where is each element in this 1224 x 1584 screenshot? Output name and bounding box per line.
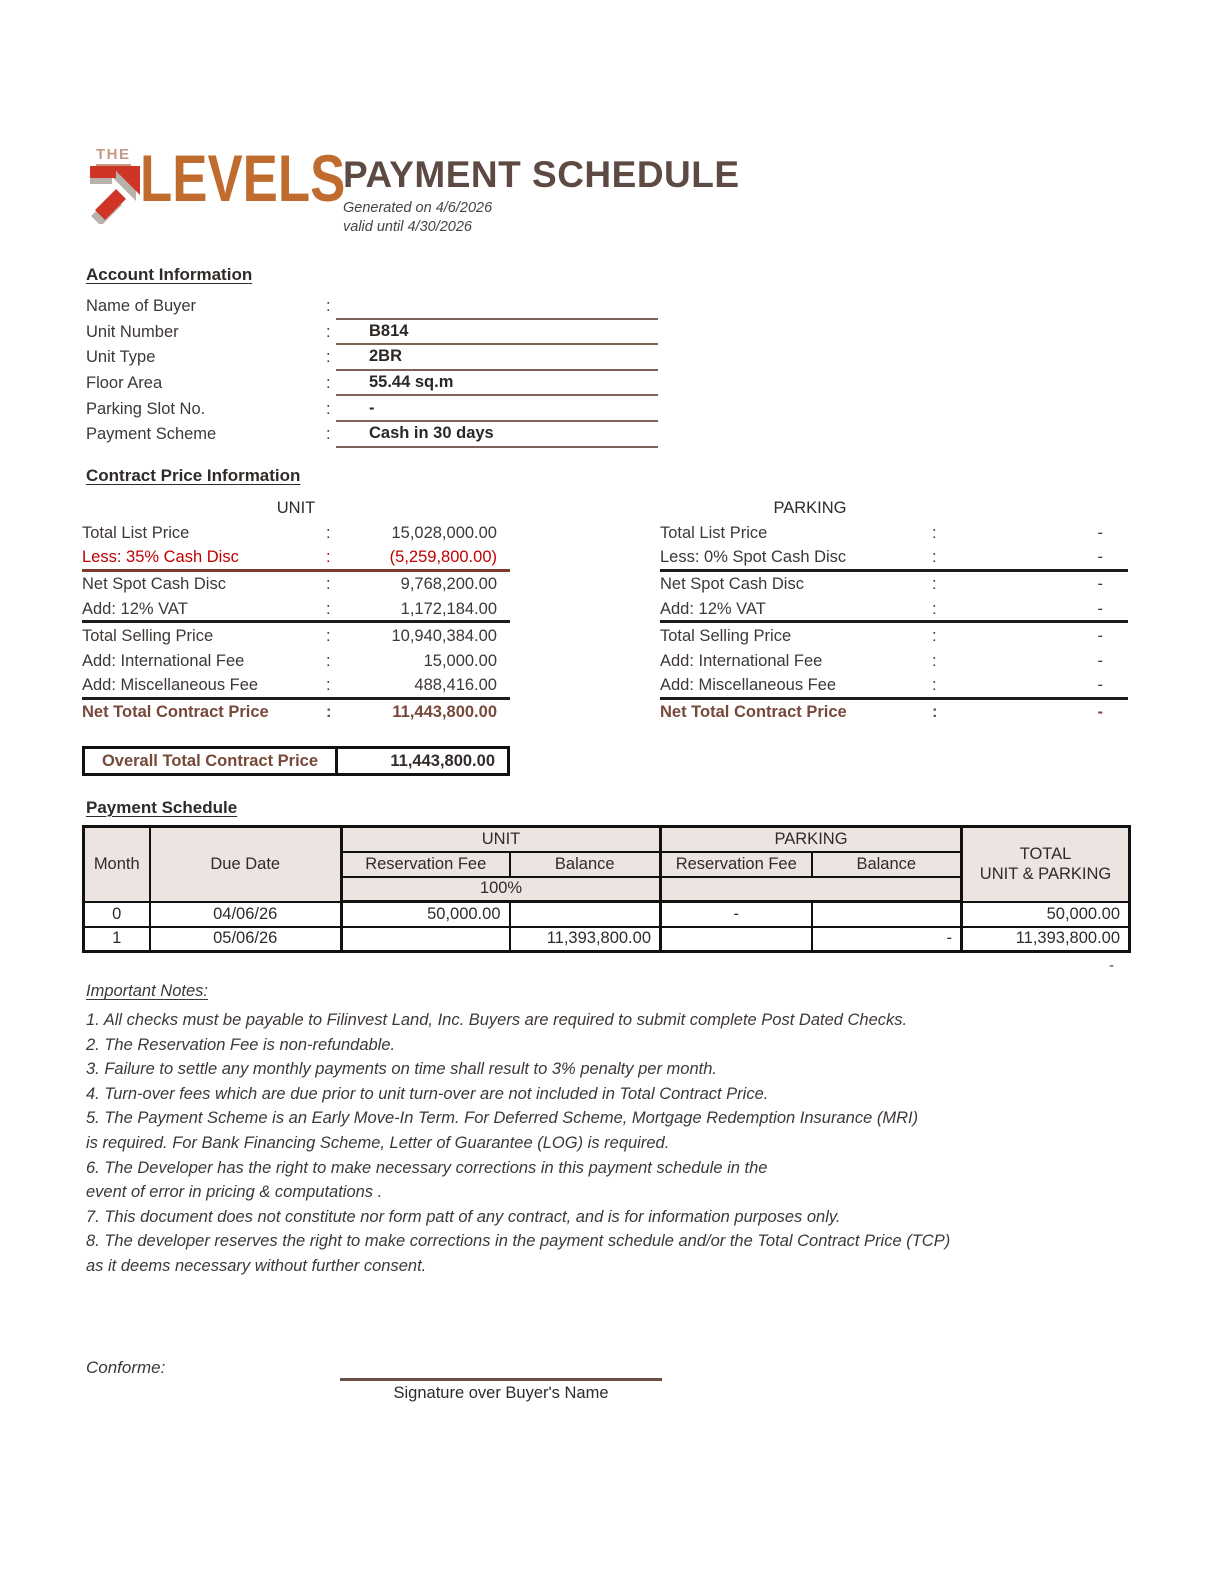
colon-separator: : — [326, 374, 331, 393]
unit-reservation-fee-cell — [342, 927, 510, 952]
row-label: Total List Price — [82, 524, 190, 543]
row-label: Total Selling Price — [660, 626, 792, 645]
parking-vat-row — [660, 598, 1128, 624]
note-line: event of error in pricing & computations . — [86, 1183, 383, 1202]
conforme-section — [86, 1352, 726, 1412]
total-header-line2: UNIT & PARKING — [979, 865, 1112, 884]
row-label: Net Total Contract Price — [660, 703, 847, 722]
unit-net-spot-cash-row — [82, 572, 510, 598]
valid-until-date: valid until 4/30/2026 — [343, 218, 472, 235]
row-label: Add: 12% VAT — [82, 599, 188, 618]
account-row-payment-scheme — [86, 422, 658, 448]
colon-separator: : — [326, 575, 331, 594]
colon-separator: : — [326, 676, 331, 695]
unit-total-selling-price-row — [82, 623, 510, 649]
payment-schedule-section — [82, 798, 1130, 974]
signature-line — [340, 1378, 662, 1403]
colon-separator: : — [932, 524, 937, 543]
colon-separator: : — [932, 676, 937, 695]
row-label: Add: Miscellaneous Fee — [660, 676, 837, 695]
col-header-parking-balance: Balance — [812, 852, 962, 877]
parking-slot-value: - — [336, 396, 658, 422]
row-value: 1,172,184.00 — [400, 599, 497, 618]
payment-schedule-table — [82, 825, 1131, 953]
total-cell: 11,393,800.00 — [962, 927, 1130, 952]
account-row-unit-number — [86, 320, 658, 346]
row-value: (5,259,800.00) — [389, 548, 497, 567]
row-value: 10,940,384.00 — [391, 626, 497, 645]
colon-separator: : — [326, 626, 331, 645]
note-line: 2. The Reservation Fee is non-refundable. — [86, 1035, 396, 1054]
month-cell: 0 — [84, 902, 150, 927]
payment-schedule-heading: Payment Schedule — [86, 798, 238, 817]
brand-mark — [90, 146, 146, 230]
note-line: 7. This document does not constitute nor form patt of any contract, and is for information purposes only. — [86, 1207, 841, 1226]
overall-total-label: Overall Total Contract Price — [85, 749, 338, 773]
contract-parking-block — [660, 495, 1128, 726]
col-header-month: Month — [84, 827, 150, 902]
note-line: 3. Failure to settle any monthly payments on time shall result to 3% penalty per month. — [86, 1060, 717, 1079]
colon-separator: : — [326, 524, 331, 543]
unit-cash-discount-row — [82, 547, 510, 573]
note-line: 1. All checks must be payable to Filinvest Land, Inc. Buyers are required to submit complete Post Dated Checks. — [86, 1011, 908, 1029]
unit-miscellaneous-fee-row — [82, 675, 510, 701]
due-date-cell: 04/06/26 — [150, 902, 342, 927]
col-header-total — [962, 827, 1130, 902]
row-value: 11,443,800.00 — [392, 703, 497, 722]
col-header-due-date: Due Date — [150, 827, 342, 902]
signature-caption: Signature over Buyer's Name — [393, 1384, 609, 1402]
unit-column-heading: UNIT — [276, 499, 316, 517]
unit-balance-cell: 11,393,800.00 — [510, 927, 661, 952]
conforme-label: Conforme: — [86, 1358, 166, 1377]
row-value: - — [1097, 626, 1103, 645]
contract-price-heading: Contract Price Information — [86, 466, 301, 485]
row-label: Less: 0% Spot Cash Disc — [660, 548, 847, 567]
colon-separator: : — [326, 348, 331, 367]
parking-balance-cell: - — [812, 927, 962, 952]
unit-total-list-price-row — [82, 521, 510, 547]
parking-net-spot-cash-row — [660, 572, 1128, 598]
parking-balance-cell — [812, 902, 962, 927]
account-row-name-of-buyer — [86, 294, 658, 320]
important-notes-section — [86, 982, 1156, 1279]
row-label: Total List Price — [660, 524, 768, 543]
row-label: Add: International Fee — [660, 652, 823, 671]
colon-separator: : — [326, 425, 331, 444]
account-row-unit-type — [86, 345, 658, 371]
colon-separator: : — [932, 599, 937, 618]
row-value: - — [1097, 676, 1103, 695]
col-header-parking-reservation-fee: Reservation Fee — [661, 852, 812, 877]
col-group-unit: UNIT — [342, 827, 661, 852]
row-value: - — [1097, 524, 1103, 543]
unit-international-fee-row — [82, 649, 510, 675]
col-group-parking: PARKING — [661, 827, 962, 852]
colon-separator: : — [326, 599, 331, 618]
parking-international-fee-row — [660, 649, 1128, 675]
row-value: 15,000.00 — [423, 652, 497, 671]
parking-miscellaneous-fee-row — [660, 675, 1128, 701]
field-label: Name of Buyer — [86, 297, 197, 316]
row-label: Add: International Fee — [82, 652, 245, 671]
row-value: - — [1097, 599, 1103, 618]
unit-number-value: B814 — [336, 320, 658, 346]
brand-the-text: THE — [96, 146, 131, 166]
month-cell: 1 — [84, 927, 150, 952]
overall-total-value: 11,443,800.00 — [390, 751, 495, 770]
colon-separator: : — [932, 652, 937, 671]
note-line: is required. For Bank Financing Scheme, Letter of Guarantee (LOG) is required. — [86, 1133, 670, 1152]
contract-unit-block — [82, 495, 510, 726]
row-value: - — [1097, 652, 1103, 671]
generated-date: Generated on 4/6/2026 — [343, 199, 493, 216]
parking-net-total-contract-price-row — [660, 700, 1128, 726]
overall-total-contract-price-box — [82, 746, 510, 776]
row-label: Less: 35% Cash Disc — [82, 548, 239, 567]
note-line: 4. Turn-over fees which are due prior to unit turn-over are not included in Total Contract Price. — [86, 1084, 769, 1103]
col-header-unit-reservation-fee: Reservation Fee — [342, 852, 510, 877]
notes-heading: Important Notes: — [86, 982, 208, 1000]
total-cell: 50,000.00 — [962, 902, 1130, 927]
due-date-cell: 05/06/26 — [150, 927, 342, 952]
contract-price-section — [82, 466, 1128, 722]
account-information-section — [86, 265, 658, 448]
colon-separator: : — [326, 297, 331, 316]
colon-separator: : — [326, 399, 331, 418]
unit-balance-cell — [510, 902, 661, 927]
parking-spot-cash-discount-row — [660, 547, 1128, 573]
row-label: Add: Miscellaneous Fee — [82, 676, 259, 695]
title-block — [343, 155, 740, 236]
account-row-floor-area — [86, 371, 658, 397]
trailing-dash: - — [1109, 957, 1114, 974]
parking-percentage-cell — [661, 877, 962, 902]
document-title: PAYMENT SCHEDULE — [343, 154, 740, 195]
row-label: Net Spot Cash Disc — [82, 575, 226, 594]
row-value: - — [1097, 575, 1103, 594]
unit-percentage-cell: 100% — [342, 877, 661, 902]
row-label: Add: 12% VAT — [660, 599, 766, 618]
row-label: Net Spot Cash Disc — [660, 575, 804, 594]
account-row-parking-slot — [86, 396, 658, 422]
colon-separator: : — [326, 703, 332, 722]
parking-column-heading: PARKING — [773, 499, 847, 517]
row-value: - — [1097, 703, 1103, 722]
schedule-row-1 — [84, 927, 1130, 952]
field-label: Payment Scheme — [86, 425, 217, 444]
note-line: 8. The developer reserves the right to make corrections in the payment schedule and/or the Total Contract Price (TCP) — [86, 1232, 951, 1251]
field-label: Unit Type — [86, 348, 156, 367]
parking-reservation-fee-cell: - — [661, 902, 812, 927]
brand-levels-text: LEVELS — [140, 141, 346, 215]
unit-type-value: 2BR — [336, 345, 658, 371]
field-label: Unit Number — [86, 322, 179, 341]
unit-vat-row — [82, 598, 510, 624]
account-heading: Account Information — [86, 265, 253, 284]
colon-separator: : — [932, 548, 937, 567]
colon-separator: : — [326, 322, 331, 341]
schedule-row-0 — [84, 902, 1130, 927]
total-header-line1: TOTAL — [1019, 844, 1072, 863]
row-value: 15,028,000.00 — [391, 524, 497, 543]
floor-area-value: 55.44 sq.m — [336, 371, 658, 397]
note-line: 6. The Developer has the right to make necessary corrections in this payment schedule in the — [86, 1158, 768, 1177]
colon-separator: : — [326, 652, 331, 671]
table-header-row-groups — [84, 827, 1130, 852]
col-header-unit-balance: Balance — [510, 852, 661, 877]
note-line: 5. The Payment Scheme is an Early Move-In Term. For Deferred Scheme, Mortgage Redemption Insurance (MRI) — [86, 1109, 919, 1128]
row-value: 488,416.00 — [414, 676, 497, 695]
parking-reservation-fee-cell — [661, 927, 812, 952]
payment-scheme-value: Cash in 30 days — [336, 422, 658, 448]
colon-separator: : — [932, 575, 937, 594]
row-label: Total Selling Price — [82, 626, 214, 645]
row-label: Net Total Contract Price — [82, 703, 269, 722]
parking-total-selling-price-row — [660, 623, 1128, 649]
unit-reservation-fee-cell: 50,000.00 — [342, 902, 510, 927]
row-value: - — [1097, 548, 1103, 567]
row-value: 9,768,200.00 — [400, 575, 497, 594]
up-right-arrow-icon — [90, 166, 142, 224]
parking-total-list-price-row — [660, 521, 1128, 547]
field-label: Parking Slot No. — [86, 399, 206, 418]
colon-separator: : — [932, 626, 937, 645]
note-line: as it deems necessary without further consent. — [86, 1256, 427, 1275]
colon-separator: : — [326, 548, 331, 567]
field-label: Floor Area — [86, 374, 163, 393]
colon-separator: : — [932, 703, 938, 722]
unit-net-total-contract-price-row — [82, 700, 510, 726]
buyer-name-field — [336, 294, 658, 320]
